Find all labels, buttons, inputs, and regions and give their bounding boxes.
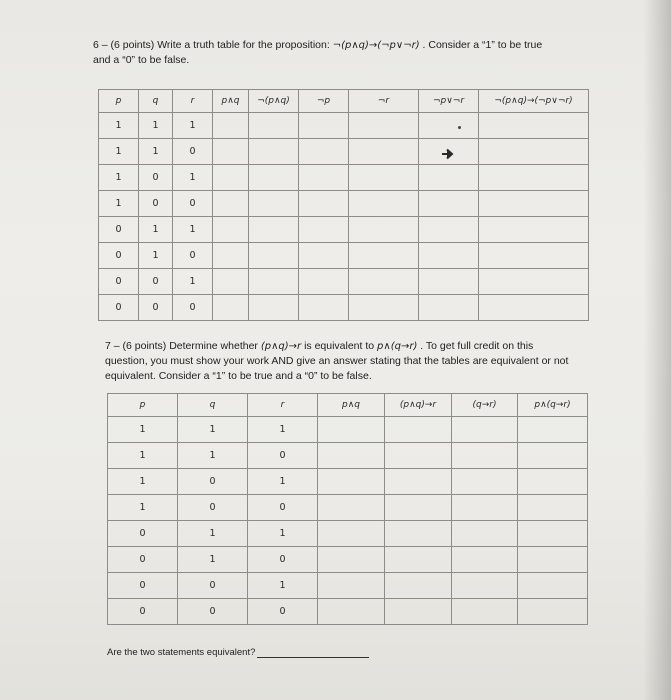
table-cell[interactable]: [479, 139, 589, 165]
table-cell[interactable]: [452, 469, 518, 495]
table-cell[interactable]: 0: [99, 243, 139, 269]
table-cell[interactable]: 0: [139, 269, 173, 295]
table-cell[interactable]: 0: [173, 295, 213, 321]
column-header: r: [173, 90, 213, 113]
table-cell[interactable]: [318, 417, 385, 443]
q7-header-row: [108, 394, 588, 417]
q7-prompt: [105, 339, 595, 384]
q7-intro-mid: is equivalent to: [304, 340, 375, 352]
table-cell[interactable]: [518, 443, 588, 469]
table-cell[interactable]: [518, 521, 588, 547]
table-cell[interactable]: [299, 217, 349, 243]
q7-answer-prompt: Are the two statements equivalent?: [107, 647, 256, 658]
table-cell[interactable]: [419, 165, 479, 191]
table-cell[interactable]: [299, 139, 349, 165]
table-cell[interactable]: 1: [178, 521, 248, 547]
table-row: [99, 191, 589, 217]
table-cell[interactable]: 0: [108, 573, 178, 599]
q6-prompt: [93, 38, 593, 68]
table-row: [99, 269, 589, 295]
pen-dot-mark: [458, 126, 461, 129]
table-cell[interactable]: [349, 269, 419, 295]
table-cell[interactable]: [518, 599, 588, 625]
table-cell[interactable]: [318, 495, 385, 521]
table-cell[interactable]: 1: [178, 443, 248, 469]
table-cell[interactable]: 0: [108, 521, 178, 547]
column-header: q: [139, 90, 173, 113]
table-cell[interactable]: 0: [248, 599, 318, 625]
table-cell[interactable]: [349, 217, 419, 243]
table-cell[interactable]: 1: [108, 469, 178, 495]
table-cell[interactable]: [479, 243, 589, 269]
column-header: p∧q: [213, 90, 249, 113]
table-row: [99, 113, 589, 139]
table-cell[interactable]: [213, 217, 249, 243]
page-shadow: [643, 0, 671, 700]
table-cell[interactable]: [518, 417, 588, 443]
q6-intro-line2: and a “0” to be false.: [93, 54, 190, 66]
q6-proposition: ¬(p∧q)→(¬p∨¬r): [332, 40, 420, 51]
column-header: p: [108, 394, 178, 417]
table-cell[interactable]: [249, 139, 299, 165]
table-cell[interactable]: [349, 165, 419, 191]
q7-line3: equivalent. Consider a “1” to be true and a “0” to be false.: [105, 370, 372, 382]
table-cell[interactable]: [385, 417, 452, 443]
table-cell[interactable]: [213, 113, 249, 139]
table-cell[interactable]: [318, 443, 385, 469]
table-cell[interactable]: 0: [108, 599, 178, 625]
table-cell[interactable]: [385, 547, 452, 573]
table-cell[interactable]: 1: [139, 243, 173, 269]
table-cell[interactable]: [479, 191, 589, 217]
table-cell[interactable]: 0: [248, 495, 318, 521]
table-cell[interactable]: [299, 191, 349, 217]
table-cell[interactable]: [419, 191, 479, 217]
table-cell[interactable]: 1: [139, 217, 173, 243]
column-header: ¬p∨¬r: [419, 90, 479, 113]
column-header: p: [99, 90, 139, 113]
table-row: [108, 495, 588, 521]
table-cell[interactable]: 1: [173, 113, 213, 139]
q7-truth-table: [107, 393, 588, 625]
table-cell[interactable]: [318, 521, 385, 547]
q6-truth-table: [98, 89, 589, 321]
table-cell[interactable]: 0: [99, 269, 139, 295]
table-row: [99, 295, 589, 321]
table-cell[interactable]: 1: [248, 469, 318, 495]
table-cell[interactable]: 1: [108, 495, 178, 521]
table-row: [99, 165, 589, 191]
table-cell[interactable]: [452, 547, 518, 573]
table-cell[interactable]: 1: [139, 113, 173, 139]
column-header: q: [178, 394, 248, 417]
table-cell[interactable]: 1: [99, 139, 139, 165]
table-cell[interactable]: [249, 191, 299, 217]
table-cell[interactable]: [318, 599, 385, 625]
table-cell[interactable]: 0: [173, 191, 213, 217]
table-cell[interactable]: [419, 269, 479, 295]
table-row: [108, 547, 588, 573]
table-cell[interactable]: [385, 495, 452, 521]
table-cell[interactable]: 1: [248, 573, 318, 599]
table-cell[interactable]: [318, 547, 385, 573]
table-cell[interactable]: [299, 165, 349, 191]
table-cell[interactable]: [349, 243, 419, 269]
table-cell[interactable]: 1: [99, 165, 139, 191]
q7-answer-line: [107, 647, 369, 658]
table-cell[interactable]: 1: [173, 269, 213, 295]
q7-expr1: (p∧q)→r: [260, 341, 302, 352]
table-cell[interactable]: [249, 113, 299, 139]
table-row: [108, 521, 588, 547]
table-cell[interactable]: [452, 521, 518, 547]
column-header: (p∧q)→r: [385, 394, 452, 417]
table-row: [99, 243, 589, 269]
column-header: r: [248, 394, 318, 417]
q6-header-row: [99, 90, 589, 113]
table-cell[interactable]: 0: [178, 495, 248, 521]
table-cell[interactable]: [479, 165, 589, 191]
table-cell[interactable]: [452, 573, 518, 599]
table-row: [99, 139, 589, 165]
table-cell[interactable]: 0: [178, 599, 248, 625]
column-header: ¬(p∧q)→(¬p∨¬r): [479, 90, 589, 113]
column-header: ¬(p∧q): [249, 90, 299, 113]
table-cell[interactable]: [213, 243, 249, 269]
column-header: p∧(q→r): [518, 394, 588, 417]
table-cell[interactable]: 1: [178, 547, 248, 573]
table-cell[interactable]: [299, 269, 349, 295]
table-cell[interactable]: [518, 547, 588, 573]
table-cell[interactable]: [479, 269, 589, 295]
table-cell[interactable]: [452, 495, 518, 521]
table-cell[interactable]: 1: [173, 217, 213, 243]
table-cell[interactable]: [349, 295, 419, 321]
table-cell[interactable]: 0: [173, 139, 213, 165]
column-header: (q→r): [452, 394, 518, 417]
table-cell[interactable]: 1: [99, 191, 139, 217]
table-cell[interactable]: 0: [248, 547, 318, 573]
table-cell[interactable]: 0: [139, 165, 173, 191]
table-cell[interactable]: [318, 573, 385, 599]
table-cell[interactable]: 0: [108, 547, 178, 573]
table-cell[interactable]: 1: [178, 417, 248, 443]
table-cell[interactable]: [385, 599, 452, 625]
column-header: ¬p: [299, 90, 349, 113]
table-cell[interactable]: [479, 295, 589, 321]
q7-expr2: p∧(q→r): [377, 341, 418, 352]
table-cell[interactable]: 1: [139, 139, 173, 165]
table-row: [108, 573, 588, 599]
table-cell[interactable]: [385, 443, 452, 469]
q6-intro-tail: . Consider a “1” to be true: [422, 39, 543, 51]
table-cell[interactable]: [299, 113, 349, 139]
table-cell[interactable]: [385, 573, 452, 599]
table-cell[interactable]: [452, 417, 518, 443]
table-cell[interactable]: [213, 191, 249, 217]
table-cell[interactable]: [249, 295, 299, 321]
table-cell[interactable]: 0: [248, 443, 318, 469]
table-cell[interactable]: 1: [173, 165, 213, 191]
table-cell[interactable]: [213, 139, 249, 165]
table-cell[interactable]: 0: [173, 243, 213, 269]
column-header: ¬r: [349, 90, 419, 113]
table-cell[interactable]: [349, 191, 419, 217]
table-cell[interactable]: [385, 469, 452, 495]
table-row: [108, 417, 588, 443]
table-cell[interactable]: [299, 295, 349, 321]
table-cell[interactable]: [419, 243, 479, 269]
table-cell[interactable]: [213, 295, 249, 321]
column-header: p∧q: [318, 394, 385, 417]
table-cell[interactable]: [249, 217, 299, 243]
table-row: [108, 443, 588, 469]
table-cell[interactable]: [249, 243, 299, 269]
table-cell[interactable]: [518, 495, 588, 521]
table-cell[interactable]: [213, 269, 249, 295]
table-cell[interactable]: [518, 469, 588, 495]
table-row: [99, 217, 589, 243]
table-cell[interactable]: [249, 269, 299, 295]
table-cell[interactable]: [249, 165, 299, 191]
table-cell[interactable]: 1: [248, 417, 318, 443]
table-cell[interactable]: [213, 165, 249, 191]
table-cell[interactable]: 0: [99, 295, 139, 321]
table-cell[interactable]: 1: [108, 417, 178, 443]
cursor-arrow-icon: [441, 148, 455, 160]
table-cell[interactable]: 0: [139, 191, 173, 217]
table-cell[interactable]: 1: [99, 113, 139, 139]
table-cell[interactable]: 0: [178, 469, 248, 495]
table-cell[interactable]: 0: [178, 573, 248, 599]
table-cell[interactable]: 1: [248, 521, 318, 547]
q7-line2: question, you must show your work AND give an answer stating that the tables are equivalent or not: [105, 355, 569, 367]
table-cell[interactable]: 0: [139, 295, 173, 321]
table-cell[interactable]: [349, 139, 419, 165]
table-cell[interactable]: 0: [99, 217, 139, 243]
table-row: [108, 469, 588, 495]
table-cell[interactable]: [385, 521, 452, 547]
q6-intro: 6 – (6 points) Write a truth table for the proposition:: [93, 39, 330, 51]
table-cell[interactable]: [518, 573, 588, 599]
table-cell[interactable]: [479, 217, 589, 243]
table-cell[interactable]: [299, 243, 349, 269]
table-cell[interactable]: 1: [108, 443, 178, 469]
table-row: [108, 599, 588, 625]
q7-intro-tail: . To get full credit on this: [420, 340, 534, 352]
answer-blank[interactable]: [257, 647, 369, 658]
table-cell[interactable]: [349, 113, 419, 139]
table-cell[interactable]: [419, 113, 479, 139]
table-cell[interactable]: [452, 599, 518, 625]
q7-intro: 7 – (6 points) Determine whether: [105, 340, 258, 352]
table-cell[interactable]: [452, 443, 518, 469]
table-cell[interactable]: [419, 217, 479, 243]
table-cell[interactable]: [419, 295, 479, 321]
table-cell[interactable]: [318, 469, 385, 495]
table-cell[interactable]: [479, 113, 589, 139]
